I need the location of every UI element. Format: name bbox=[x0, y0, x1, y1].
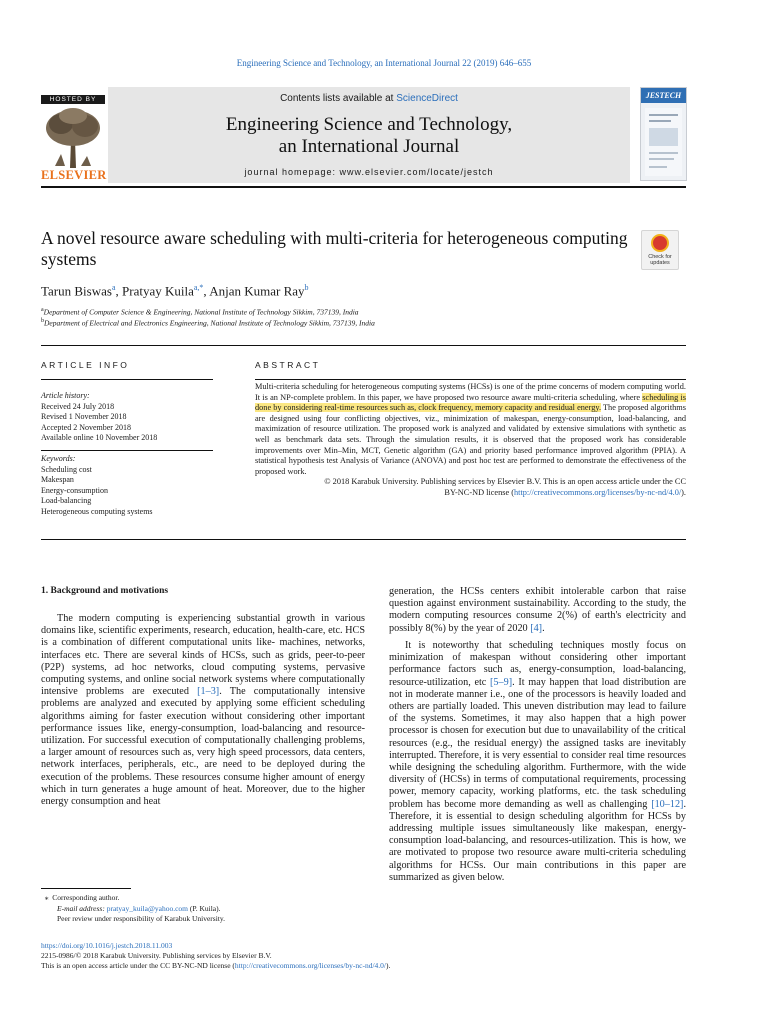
doi-link[interactable]: https://doi.org/10.1016/j.jestch.2018.11.003 bbox=[41, 941, 173, 950]
author-affiliation-marker[interactable]: a bbox=[111, 283, 116, 292]
elsevier-logo-text: ELSEVIER bbox=[41, 168, 107, 182]
keyword: Energy-consumption bbox=[41, 485, 108, 495]
section-heading: 1. Background and motivations bbox=[41, 586, 169, 596]
body-paragraph bbox=[389, 640, 686, 884]
article-identifiers bbox=[41, 941, 390, 972]
affiliation bbox=[41, 318, 375, 328]
author-affiliation-marker[interactable]: a,* bbox=[193, 283, 204, 292]
article-info-heading: ARTICLE INFO bbox=[41, 360, 130, 370]
journal-reference[interactable]: Engineering Science and Technology, an International Journal 22 (2019) 646–655 bbox=[236, 58, 532, 68]
affiliation-marker: b bbox=[41, 318, 44, 324]
abstract-part: The proposed algorithms are designed using four conflicting objectives, viz., minimization of makespan, energy-consumption, load-balancing, and maximization of resource utilization. The proposed work is analyzed and validated by extensive simulations with synthetic as well as benchmark data sets. Through the simulation results, it is observed that the proposed work has considerable improvements over Min–Min, MCT, Genetic algorithm (GA) and priority based performance improved algorithm (PPIA). A statistical hypothesis test Analysis of Variance (ANOVA) and post hoc test are performed to demonstrate the effectiveness of the proposed work. bbox=[255, 403, 686, 476]
open-access-line bbox=[41, 961, 390, 971]
paragraph-text: . Therefore, it is essential to design scheduling algorithm for HCSs by addressing multiple issues simultaneously like makespan, energy-consumption load-balancing, and resources-utilization. This is how, we are motivated to propose two resource aware multi-criteria scheduling algorithms for HCSs. Our main contributions in this paper are summarized as given below. bbox=[389, 798, 686, 883]
abstract-highlight: scheduling is done by considering real-time resources such as, clock frequency, memory capacity and residual energy. bbox=[255, 392, 687, 413]
elsevier-tree-logo bbox=[41, 106, 105, 168]
footnote-divider bbox=[41, 888, 131, 889]
abstract-text bbox=[255, 382, 686, 499]
affiliation-divider bbox=[41, 345, 686, 346]
sciencedirect-link[interactable]: ScienceDirect bbox=[396, 93, 458, 104]
abstract-bottom-divider bbox=[41, 539, 686, 540]
license-line bbox=[255, 488, 686, 499]
license-link[interactable]: http://creativecommons.org/licenses/by-nc-nd/4.0/ bbox=[514, 487, 682, 497]
footnote-marker: ⁎ bbox=[44, 893, 49, 902]
journal-title bbox=[108, 114, 630, 158]
email-label: E-mail address: bbox=[57, 903, 107, 913]
paragraph-text: The modern computing is experiencing substantial growth in various domains like, scientific experiments, research, education, health-care, etc. HCS is a combination of different computational units like- machines, networks, interfaces etc. There are several kinds of HCSs, such as grids, peer-to-peer (P2P) systems, ad hoc networks, cloud computing systems, pervasive computing systems, and online social network systems where computationally intensive problems are executed bbox=[41, 613, 365, 698]
article-history bbox=[41, 391, 213, 444]
paragraph-text: It is noteworthy that scheduling techniques mostly focus on minimization of makespan without considering other important performance factors such as, energy-consumption, load-balancing, resource-utilization, etc bbox=[389, 640, 686, 688]
author-name[interactable]: Tarun Biswas bbox=[41, 283, 112, 299]
email-line bbox=[41, 904, 225, 915]
footnotes bbox=[41, 893, 225, 925]
citation-link[interactable]: [4] bbox=[530, 622, 543, 634]
journal-cover-label: JESTECH bbox=[641, 88, 686, 103]
crossmark-label-line1: Check for bbox=[648, 254, 672, 260]
journal-cover-thumbnail[interactable] bbox=[640, 87, 687, 181]
author-name[interactable]: Anjan Kumar Ray bbox=[209, 283, 305, 299]
paragraph-text: . The computationally intensive problems are analyzed and executed by applying some efficient scheduling algorithms aiming for faster execution without considering other important performance issues like, energy-consumption, load-balancing and resource-utilization. For successful execution of computationally challenging problems, a larger amount of resources such as, very high speed processors, data centers, network interfaces, peripherals, etc., are need to be deployed during the execution of the problems. These resources consume higher amount of energy which in turn generates a huge amount of heat. Moreover, due to the higher energy consumption and heat bbox=[41, 686, 365, 808]
corresponding-author-note bbox=[41, 893, 225, 904]
paragraph-text: . bbox=[542, 622, 545, 634]
paragraph-text: . It may happen that load distribution are not in moderate manner i.e., one of the processors is heavily loaded and others are partially loaded. This uneven distribution may lead to failure of the systems. Sometimes, it may also happen that a high power processor is chosen for execution but due to unavailability of the critical resources (e.g., the residual energy) the assigned tasks are inevitably interrupted. Therefore, it is very essential to consider real time resources while designing the scheduling algorithm. Furthermore, with the wide diversity of (HCSs) in terms of computational requirements, processing power, memory capacity, working platforms, etc. the task scheduling problem has become more demanding as well as challenging bbox=[389, 676, 686, 810]
author-affiliation-marker[interactable]: b bbox=[304, 283, 309, 292]
cover-art bbox=[645, 108, 682, 176]
corresponding-author: Corresponding author. bbox=[52, 893, 120, 902]
journal-title-line1: Engineering Science and Technology, bbox=[225, 114, 513, 135]
citation-link[interactable]: [5–9] bbox=[490, 676, 513, 688]
email-suffix: (P. Kuila). bbox=[187, 903, 221, 913]
crossmark-label-line2: updates bbox=[650, 260, 670, 266]
abstract-divider bbox=[255, 379, 686, 380]
email-link[interactable]: pratyay_kuila@yahoo.com bbox=[106, 903, 188, 913]
author-list: Tarun Biswas$^a$, Pratyay Kuila$^{a,*}$, Anjan Kumar Ray$^b$ bbox=[41, 283, 309, 299]
issn-line: 2215-0986/© 2018 Karabuk University. Publishing services by Elsevier B.V. bbox=[41, 951, 272, 961]
keyword: Scheduling cost bbox=[41, 464, 92, 474]
author-name[interactable]: Pratyay Kuila bbox=[122, 283, 194, 299]
license-link[interactable]: http://creativecommons.org/licenses/by-nc-nd/4.0/ bbox=[234, 961, 386, 971]
citation-link[interactable]: [1–3] bbox=[197, 686, 220, 698]
license-prefix: BY-NC-ND license ( bbox=[444, 487, 515, 497]
history-item: Accepted 2 November 2018 bbox=[41, 422, 131, 432]
hosted-by-label: HOSTED BY bbox=[41, 95, 105, 104]
body-paragraph bbox=[41, 613, 365, 808]
paragraph-text: generation, the HCSs centers exhibit intolerable carbon that raise question against environment sustainability. According to the study, the modern computing resources consume 2(%) of earth's electricity and possibly 8(%) by the year of 2020 bbox=[389, 586, 686, 634]
affiliation bbox=[41, 307, 359, 317]
keywords-label: Keywords: bbox=[41, 454, 76, 463]
citation-link[interactable]: [10–12] bbox=[651, 798, 684, 810]
affiliation-text: Department of Computer Science & Engineering, National Institute of Technology Sikkim, 737139, India bbox=[43, 307, 359, 317]
crossmark-icon bbox=[651, 234, 669, 252]
body-paragraph bbox=[389, 586, 686, 635]
keywords-divider bbox=[41, 450, 213, 451]
contents-available bbox=[108, 93, 630, 104]
open-access-suffix: ). bbox=[385, 961, 391, 971]
contents-prefix: Contents lists available at bbox=[280, 93, 397, 104]
abstract-part: Multi-criteria scheduling for heterogeneous computing systems (HCSs) is one of the prime concerns of modern computing world. It is an NP-complete problem. In this paper, we have proposed two resource aware multi-criteria scheduling, where bbox=[255, 382, 686, 402]
peer-review-note: Peer review under responsibility of Karabuk University. bbox=[57, 914, 226, 923]
license-suffix: ). bbox=[681, 487, 686, 497]
header-divider bbox=[41, 186, 686, 188]
keywords bbox=[41, 454, 213, 517]
copyright-line: © 2018 Karabuk University. Publishing services by Elsevier B.V. This is an open access article under the CC bbox=[324, 477, 686, 487]
article-info-divider bbox=[41, 379, 213, 380]
keyword: Heterogeneous computing systems bbox=[41, 506, 153, 516]
journal-homepage[interactable]: journal homepage: www.elsevier.com/locate/jestch bbox=[244, 167, 494, 177]
history-item: Revised 1 November 2018 bbox=[41, 412, 127, 421]
article-history-label: Article history: bbox=[41, 391, 90, 400]
history-item: Received 24 July 2018 bbox=[41, 401, 115, 411]
journal-title-line2: an International Journal bbox=[278, 136, 460, 157]
keyword: Load-balancing bbox=[41, 496, 92, 505]
affiliation-text: Department of Electrical and Electronics Engineering, National Institute of Technology Sikkim, 737139, India bbox=[44, 318, 375, 328]
keyword: Makespan bbox=[41, 475, 74, 484]
article-title: A novel resource aware scheduling with multi-criteria for heterogeneous computing systems bbox=[41, 228, 628, 269]
abstract-heading: ABSTRACT bbox=[255, 360, 321, 370]
crossmark-label bbox=[642, 254, 678, 266]
history-item: Available online 10 November 2018 bbox=[41, 433, 158, 442]
check-for-updates-badge[interactable] bbox=[641, 230, 679, 270]
open-access-prefix: This is an open access article under the CC BY-NC-ND license ( bbox=[41, 961, 235, 971]
affiliation-marker: a bbox=[41, 307, 44, 313]
